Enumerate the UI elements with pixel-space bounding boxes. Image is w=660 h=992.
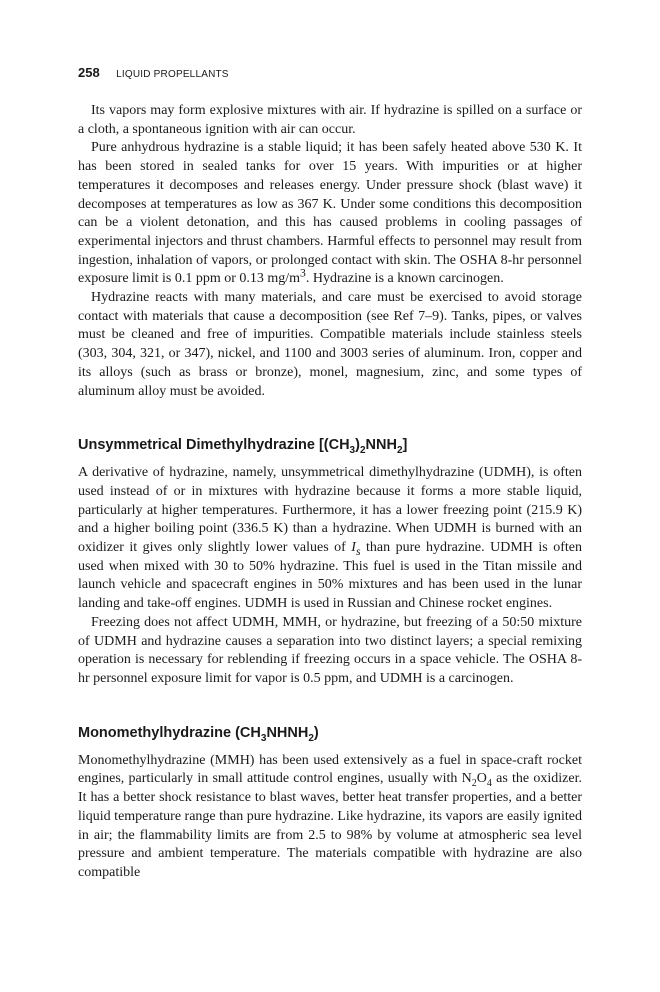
paragraph: Hydrazine reacts with many materials, and care must be exercised to avoid storage contact with materials that cause a decomposition (see Ref 7–9). Tanks, pipes, or valves must be cleaned and free of impurities. Compatible materials include stainless steels (303, 304, 321, or 347), nickel, and 1100 and 3003 series of aluminum. Iron, copper and its alloys (such as brass or bronze), monel, magnesium, zinc, and some types of aluminum alloy must be avoided. <box>78 290 582 399</box>
running-title: LIQUID PROPELLANTS <box>116 69 229 80</box>
paragraph: Monomethylhydrazine (MMH) has been used extensively as a fuel in space-craft rocket engines, particularly in small attitude control engines, usually with $N_2O_4$ as the oxidizer. It has a better shock resistance to blast waves, better heat transfer properties, and a better liquid temperature range than pure hydrazine. Like hydrazine, its vapors are easily ignited in air; the flammability limits are from 2.5 to 98% by volume at atmospheric sea level pressure and ambient temperature. The materials compatible with hydrazine are also compatible <box>78 752 582 880</box>
paragraph: Pure anhydrous hydrazine is a stable liquid; it has been safely heated above 530 K. It has been stored in sealed tanks for over 15 years. With impurities or at higher temperatures it decomposes and releases energy. Under pressure shock (blast wave) it decomposes at temperatures as low as 367 K. Under some conditions this decomposition can be a violent detonation, and this has caused problems in cooling passages of experimental injectors and thrust chambers. Harmful effects to personnel may result from ingestion, inhalation of vapors, or prolonged contact with skin. The OSHA 8-hr personnel exposure limit is 0.1 ppm or 0.13 $mg/m^3$. Hydrazine is a known carcinogen. <box>78 140 582 287</box>
running-head <box>78 64 582 86</box>
paragraph: Freezing does not affect UDMH, MMH, or hydrazine, but freezing of a 50:50 mixture of UDMH and hydrazine causes a separation into two distinct layers; a special remixing operation is necessary for reblending if freezing occurs in a space vehicle. The OSHA 8-hr personnel exposure limit for vapor is 0.5 ppm, and UDMH is a carcinogen. <box>78 614 582 686</box>
paragraph: A derivative of hydrazine, namely, unsymmetrical dimethylhydrazine (UDMH), is often used instead of or in mixtures with hydrazine because it forms a more stable liquid, particularly at higher temperatures. Furthermore, it has a lower freezing point (215.9 K) and a higher boiling point (336.5 K) than a hydrazine. When UDMH is burned with an oxidizer it gives only slightly lower values of $I_s$ than pure hydrazine. UDMH is often used when mixed with 30 to 50% hydrazine. This fuel is used in the Titan missile and launch vehicle and spacecraft engines in 50% mixtures and has been used in the lunar landing and take-off engines. UDMH is used in Russian and Chinese rocket engines. <box>78 465 582 612</box>
section-heading-udmh: Unsymmetrical Dimethylhydrazine $[(CH_3)_2NNH_2]$ <box>78 437 408 457</box>
section-heading-mmh: Monomethylhydrazine $(CH_3NHNH_2)$ <box>78 724 319 744</box>
page-number: 258 <box>78 65 100 80</box>
paragraph: Its vapors may form explosive mixtures with air. If hydrazine is spilled on a surface or a cloth, a spontaneous ignition with air can occur. <box>78 103 582 137</box>
book-page <box>78 64 582 883</box>
